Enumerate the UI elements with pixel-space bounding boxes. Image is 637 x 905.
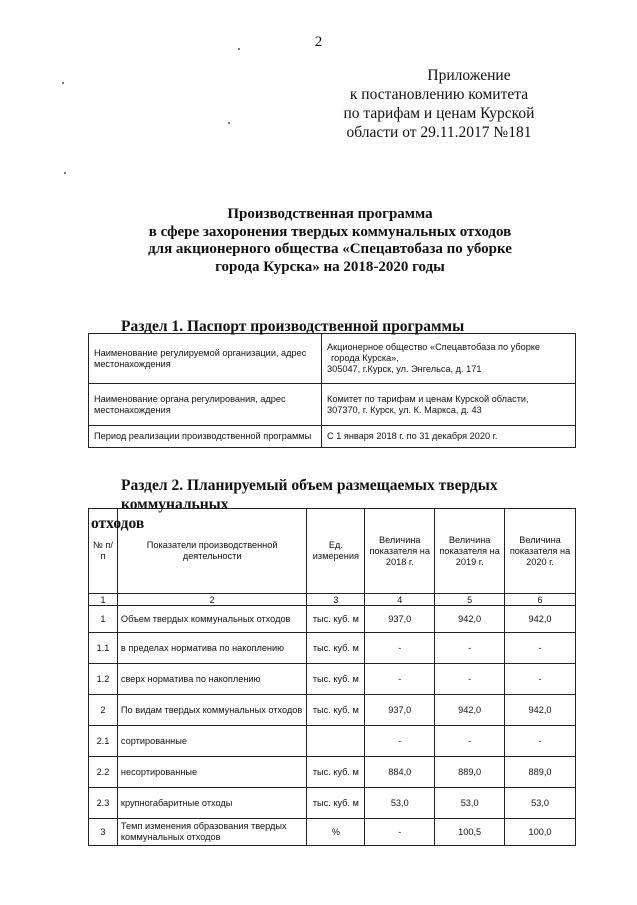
value-2020: 53,0	[505, 788, 576, 819]
row-number: 2	[89, 695, 118, 726]
column-number: 1	[89, 594, 118, 606]
table-row	[89, 384, 576, 426]
column-number: 4	[365, 594, 435, 606]
title-line-1: Производственная программа	[227, 206, 433, 222]
table-row	[89, 757, 576, 788]
table-row	[89, 334, 576, 384]
scan-speck	[64, 172, 66, 174]
indicator-name: Темп изменения образования твердых коммунальных отходов	[117, 819, 306, 846]
value-2018: 937,0	[365, 695, 435, 726]
value-2018: -	[365, 664, 435, 695]
appendix-line-4: области от 29.11.2017 №181	[346, 124, 532, 141]
passport-label: Наименование органа регулирования, адрес местонахождения	[89, 384, 322, 426]
row-number: 2.3	[89, 788, 118, 819]
scan-speck	[228, 122, 230, 124]
appendix-line-3: по тарифам и ценам Курской	[343, 105, 535, 122]
row-number: 2.1	[89, 726, 118, 757]
scan-speck	[238, 48, 240, 50]
value-2019: 100,5	[435, 819, 505, 846]
header-cell: № п/п	[89, 509, 118, 594]
value-2019: -	[435, 633, 505, 664]
indicator-name: Объем твердых коммунальных отходов	[117, 606, 306, 633]
passport-table	[88, 333, 576, 448]
value-2020: 100,0	[505, 819, 576, 846]
value-2020: -	[505, 726, 576, 757]
table-row	[89, 664, 576, 695]
table-row	[89, 695, 576, 726]
row-number: 2.2	[89, 757, 118, 788]
value-2020: -	[505, 633, 576, 664]
header-cell: Величина показателя на 2019 г.	[435, 509, 505, 594]
table-row	[89, 788, 576, 819]
title-line-4: города Курска» на 2018-2020 годы	[215, 258, 445, 275]
value-2019: -	[435, 726, 505, 757]
value-2020: 942,0	[505, 606, 576, 633]
unit-cell: %	[307, 819, 365, 846]
value-line: С 1 января 2018 г. по 31 декабря 2020 г.	[327, 431, 498, 441]
passport-label: Период реализации производственной программы	[89, 426, 322, 448]
indicator-name: крупногабаритные отходы	[117, 788, 306, 819]
appendix-note	[309, 66, 569, 142]
value-2020: 889,0	[505, 757, 576, 788]
unit-cell: тыс. куб. м	[307, 633, 365, 664]
value-line: 307370, г. Курск, ул. К. Маркса, д. 43	[327, 404, 482, 415]
value-2018: -	[365, 819, 435, 846]
value-2018: -	[365, 633, 435, 664]
unit-cell: тыс. куб. м	[307, 757, 365, 788]
column-number: 6	[505, 594, 576, 606]
passport-value	[322, 426, 576, 448]
value-2018: 53,0	[365, 788, 435, 819]
table-row	[89, 726, 576, 757]
column-number-row	[89, 594, 576, 606]
row-number: 1	[89, 606, 118, 633]
appendix-line-2: к постановлению комитета	[349, 86, 529, 103]
indicator-name: сортированные	[117, 726, 306, 757]
section2-heading-line-1: Раздел 2. Планируемый объем размещаемых твердых коммунальных	[121, 477, 498, 513]
volume-table	[88, 508, 576, 846]
header-cell: Величина показателя на 2020 г.	[505, 509, 576, 594]
passport-value	[322, 334, 576, 384]
value-2019: 889,0	[435, 757, 505, 788]
value-line: Комитет по тарифам и ценам Курской области,	[327, 393, 529, 404]
section2-heading-line-2: отходов	[91, 515, 145, 532]
header-cell: Показатели производственной деятельности	[117, 509, 306, 594]
page-number: 2	[314, 34, 323, 50]
value-2019: 53,0	[435, 788, 505, 819]
value-2020: -	[505, 664, 576, 695]
table-row	[89, 819, 576, 846]
value-2019: 942,0	[435, 695, 505, 726]
column-number: 2	[117, 594, 306, 606]
indicator-name: По видам твердых коммунальных отходов	[117, 695, 306, 726]
value-2018: 884,0	[365, 757, 435, 788]
title-line-3: для акционерного общества «Спецавтобаза по уборке	[148, 241, 512, 257]
unit-cell: тыс. куб. м	[307, 664, 365, 695]
unit-cell	[307, 726, 365, 757]
row-number: 3	[89, 819, 118, 846]
value-line: Акционерное общество «Спецавтобаза по уборке	[327, 342, 541, 352]
table-row	[89, 426, 576, 448]
header-cell: Величина показателя на 2018 г.	[365, 509, 435, 594]
table-row	[89, 606, 576, 633]
table-header-row	[89, 509, 576, 594]
indicator-name: сверх норматива по накоплению	[117, 664, 306, 695]
section1-heading: Раздел 1. Паспорт производственной программы	[121, 318, 465, 335]
header-cell: Ед. измерения	[307, 509, 365, 594]
document-title	[120, 206, 540, 276]
scan-speck	[62, 82, 64, 84]
passport-label: Наименование регулируемой организации, адрес местонахождения	[89, 334, 322, 384]
appendix-line-1: Приложение	[427, 67, 511, 84]
table-row	[89, 633, 576, 664]
value-2018: -	[365, 726, 435, 757]
unit-cell: тыс. куб. м	[307, 606, 365, 633]
value-2018: 937,0	[365, 606, 435, 633]
column-number: 3	[307, 594, 365, 606]
value-2019: 942,0	[435, 606, 505, 633]
row-number: 1.2	[89, 664, 118, 695]
passport-value	[322, 384, 576, 426]
value-line: 305047, г.Курск, ул. Энгельса, д. 171	[327, 364, 482, 374]
title-line-2: в сфере захоронения твердых коммунальных отходов	[148, 223, 512, 240]
unit-cell: тыс. куб. м	[307, 695, 365, 726]
row-number: 1.1	[89, 633, 118, 664]
value-line: города Курска»,	[331, 353, 399, 363]
indicator-name: в пределах норматива по накоплению	[117, 633, 306, 664]
indicator-name: несортированные	[117, 757, 306, 788]
value-2020: 942,0	[505, 695, 576, 726]
value-2019: -	[435, 664, 505, 695]
column-number: 5	[435, 594, 505, 606]
unit-cell: тыс. куб. м	[307, 788, 365, 819]
